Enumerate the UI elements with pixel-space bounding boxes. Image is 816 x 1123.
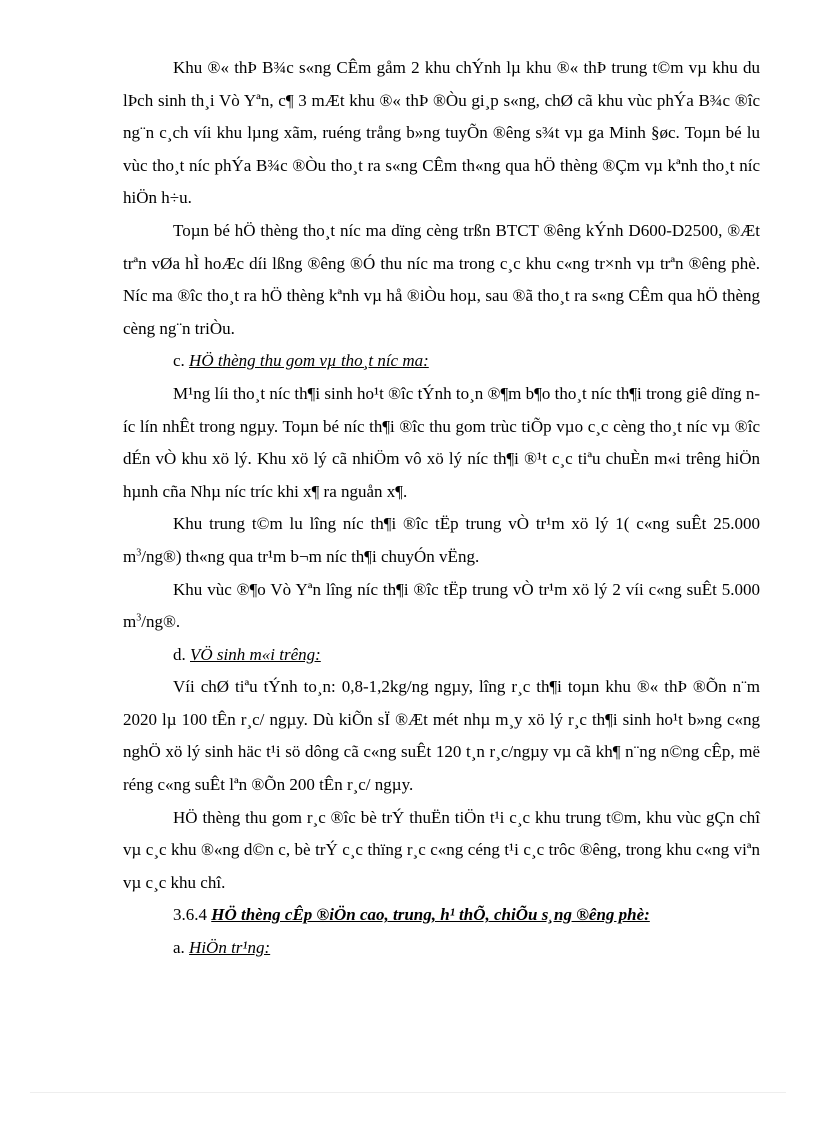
heading-364-label: HÖ thèng cÊp ®iÖn cao, trung, h¹ thÕ, chiÕu s¸ng ®êng phè: [211,905,650,925]
heading-d-prefix: d. [173,644,186,664]
page-bottom-rule [30,1092,786,1093]
heading-a-current-status [123,932,760,965]
p4-superscript: 3 [136,547,142,559]
p5-superscript: 3 [136,612,142,624]
paragraph-wastewater-network: M¹ng líi tho¸t níc th¶i sinh ho¹t ®îc tÝnh to¸n ®¶m b¶o tho¸t níc th¶i trong giê dïng níc lín nhÊt trong ngµy. Toµn bé níc th¶i ®îc thu gom trùc tiÕp vµo c¸c cèng tho¸t níc vµ ®îc dÉn vÒ khu xö lý. Khu xö lý cã nhiÖm vô xö lý níc th¶i ®¹t c¸c tiªu chuÈn m«i trêng hiÖn hµnh cña Nhµ níc tríc khi x¶ ra nguån x¶. [123,383,760,501]
p5-text-a: Khu vùc ®¶o Vò Yªn lîng níc th¶i ®îc tËp trung vÒ tr¹m xö lý 2 víi c«ng suÊt 5.000 m [123,579,760,632]
heading-a-prefix: a. [173,938,185,958]
heading-364-prefix: 3.6.4 [173,905,207,925]
body-text [123,52,760,965]
heading-d-sanitation [123,639,760,672]
p4-text-a: Khu trung t©m lu lîng níc th¶i ®îc tËp trung vÒ tr¹m xö lý 1( c«ng suÊt 25.000 m [123,514,760,566]
paragraph-north-cam-river-urban: Khu ®« thÞ B¾c s«ng CÊm gåm 2 khu chÝnh lµ khu ®« thÞ trung t©m vµ khu du lÞch sinh th¸i Vò Yªn, c¶ 3 mÆt khu ®« thÞ ®Òu gi¸p s«ng, chØ cã khu vùc phÝa B¾c ®îc ng¨n c¸ch víi khu lµng xãm, ruéng trång b»ng tuyÕn ®êng s¾t vµ ga Minh §øc. Toµn bé lu vùc tho¸t níc phÝa B¾c ®Òu tho¸t ra s«ng CÊm th«ng qua hÖ thèng ®Çm vµ kªnh tho¸t níc hiÖn h÷u. [123,58,760,208]
heading-c-label: HÖ thèng thu gom vµ tho¸t níc ma: [189,351,429,371]
p5-text-b: /ng®. [141,612,181,632]
paragraph-rainwater-pipes: Toµn bé hÖ thèng tho¸t níc ma dïng cèng trßn BTCT ®êng kÝnh D600-D2500, ®Æt trªn vØa hÌ hoÆc díi lßng ®êng ®Ó thu níc ma trong c¸c khu c«ng tr×nh vµ trªn ®êng phè. Níc ma ®îc tho¸t ra hÖ thèng kªnh vµ hå ®iÒu hoµ, sau ®ã tho¸t ra s«ng CÊm qua hÖ thèng cèng ng¨n triÒu. [123,220,760,338]
paragraph-central-treatment [123,508,760,573]
p4-text-b: /ng®) th«ng qua tr¹m b¬m níc th¶i chuyÓn vËng. [141,546,480,566]
paragraph-solid-waste: Víi chØ tiªu tÝnh to¸n: 0,8-1,2kg/ng ngµy, lîng r¸c th¶i toµn khu ®« thÞ ®Õn n¨m 2020 lµ 100 tÊn r¸c/ ngµy. Dù kiÕn sÏ ®Æt mét nhµ m¸y xö lý r¸c th¶i sinh ho¹t b»ng c«ng nghÖ xö lý sinh häc t¹i sö dông cã c«ng suÊt 120 t¸n r¸c/ngµy vµ cã kh¶ n¨ng n©ng cÊp, më réng c«ng suÊt lªn ®Õn 200 tÊn r¸c/ ngµy. [123,677,760,795]
paragraph-island-treatment [123,574,760,639]
paragraph-waste-collection: HÖ thèng thu gom r¸c ®îc bè trÝ thuËn tiÖn t¹i c¸c khu trung t©m, khu vùc gÇn chî vµ c¸c khu ®«ng d©n c, bè trÝ c¸c thïng r¸c c«ng céng t¹i c¸c trôc ®êng, trong khu c«ng viªn vµ c¸c khu chî. [123,807,760,892]
heading-c-prefix: c. [173,351,185,371]
heading-d-label: VÖ sinh m«i trêng: [190,644,321,664]
heading-c-rainwater [123,345,760,378]
heading-3-6-4-power [123,899,760,932]
heading-a-label: HiÖn tr¹ng: [189,938,271,958]
